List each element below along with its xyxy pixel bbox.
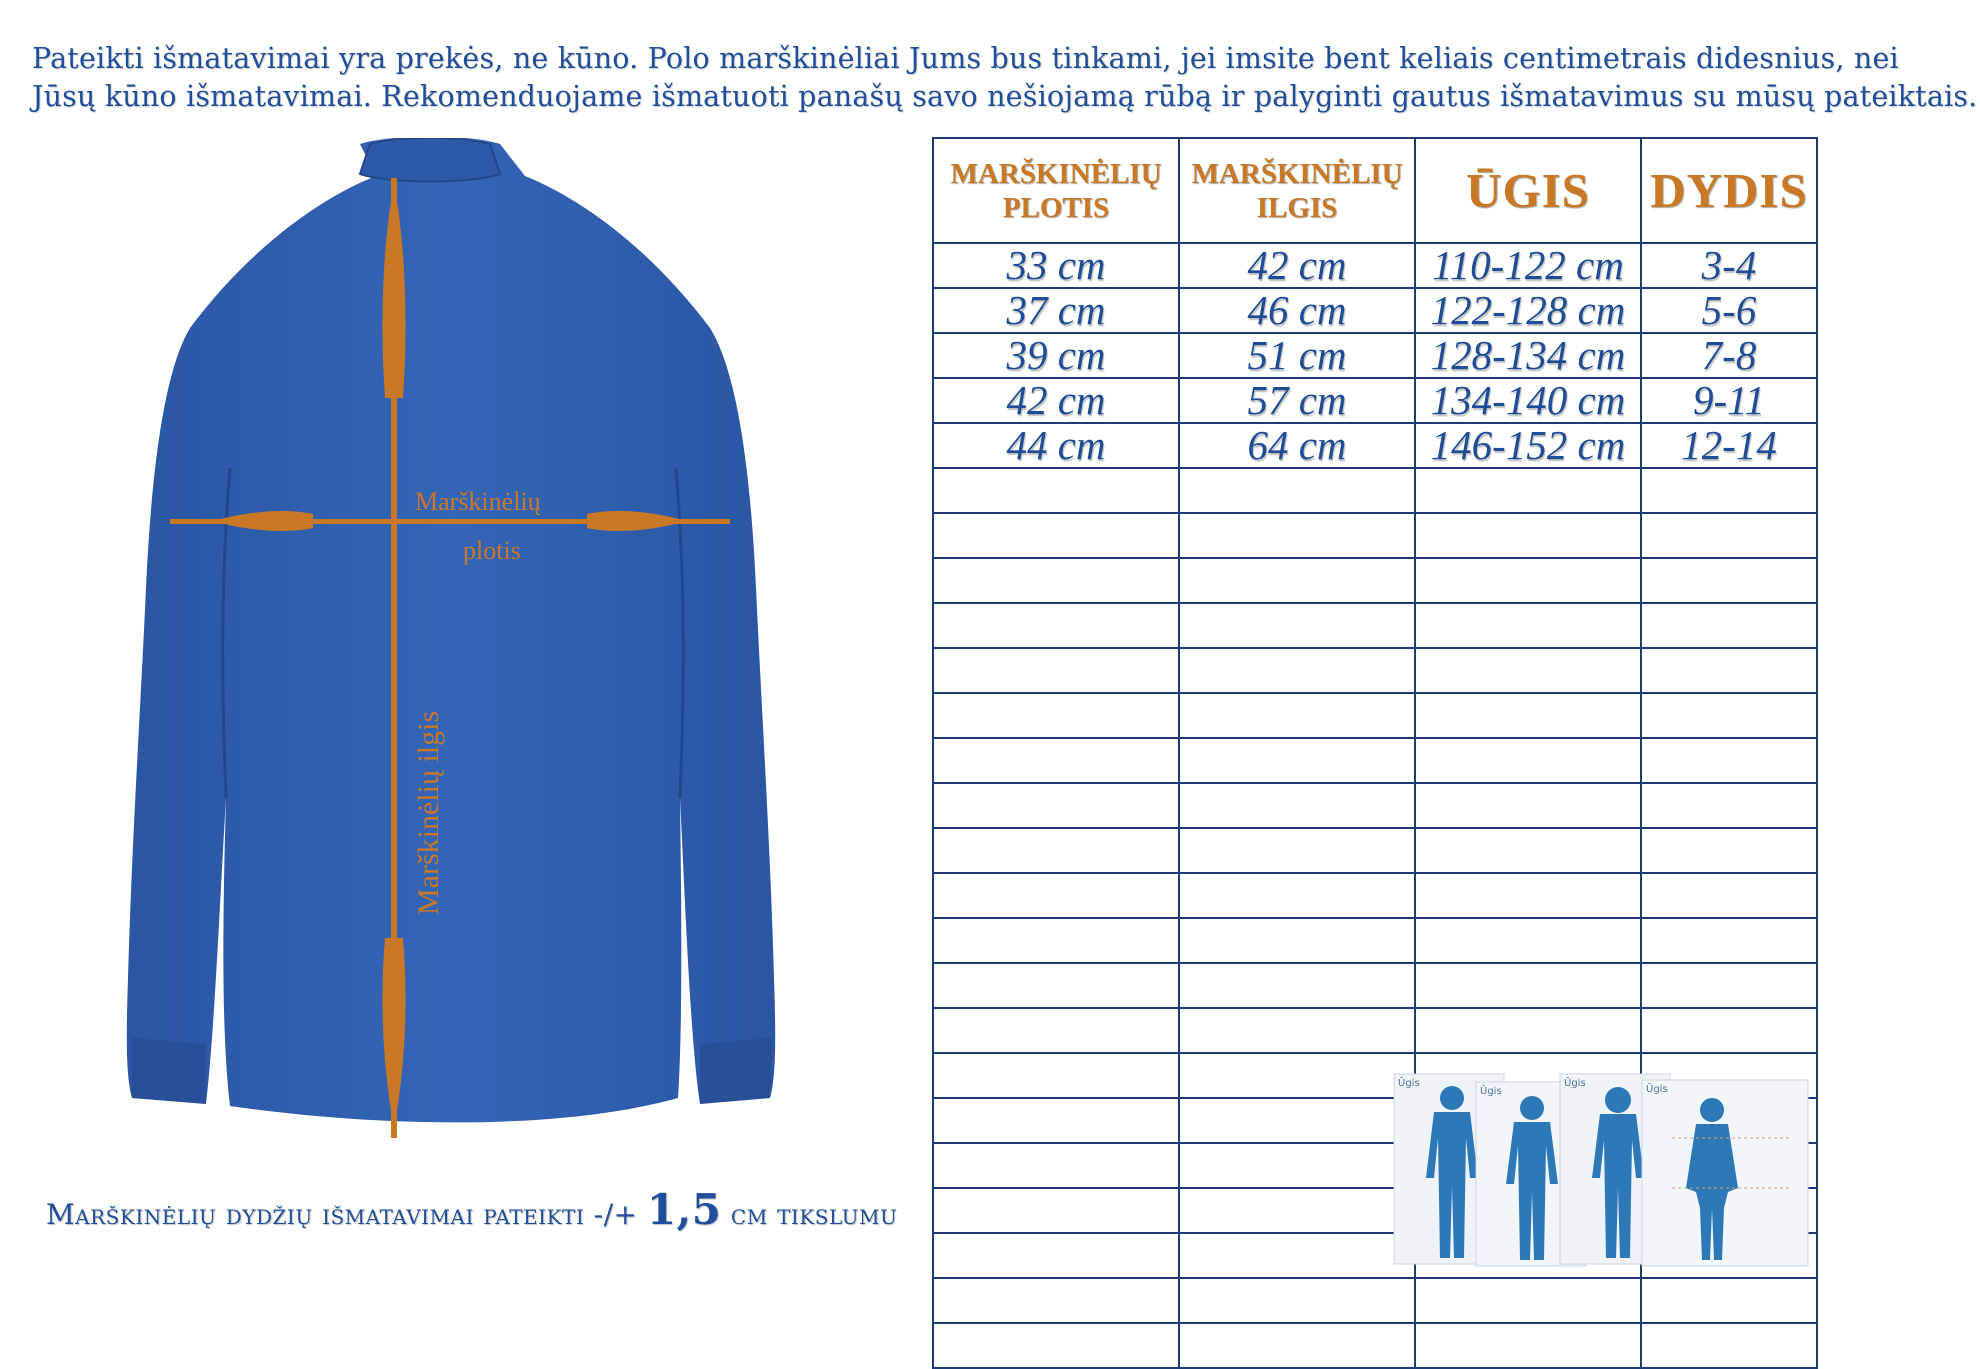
table-row (933, 603, 1817, 648)
cell-size (1641, 783, 1817, 828)
cell-width (933, 1233, 1179, 1278)
cell-height (1415, 603, 1641, 648)
cell-size (1641, 1278, 1817, 1323)
cell-height (1415, 648, 1641, 693)
table-row (933, 513, 1817, 558)
table-row (933, 918, 1817, 963)
cell-length (1179, 1233, 1415, 1278)
cell-width (933, 1098, 1179, 1143)
cell-length (1179, 1053, 1415, 1098)
cell-length (1179, 603, 1415, 648)
cell-height (1415, 963, 1641, 1008)
header-width: MARŠKINĖLIŲ PLOTIS (933, 138, 1179, 243)
cell-length (1179, 918, 1415, 963)
cell-size (1641, 693, 1817, 738)
table-row (933, 558, 1817, 603)
cell-height (1415, 1278, 1641, 1323)
table-row (933, 873, 1817, 918)
cell-length: 51 cm (1179, 333, 1415, 378)
cell-height (1415, 918, 1641, 963)
table-row (933, 963, 1817, 1008)
cell-length (1179, 1188, 1415, 1233)
cell-size (1641, 468, 1817, 513)
table-row (933, 1008, 1817, 1053)
cell-length (1179, 468, 1415, 513)
cell-width: 37 cm (933, 288, 1179, 333)
cell-length (1179, 1278, 1415, 1323)
cell-length (1179, 873, 1415, 918)
table-row (933, 1323, 1817, 1368)
cell-size (1641, 918, 1817, 963)
cell-length: 57 cm (1179, 378, 1415, 423)
cell-height: 134-140 cm (1415, 378, 1641, 423)
cell-width (933, 1008, 1179, 1053)
cell-size (1641, 513, 1817, 558)
width-label-line-2: plotis (463, 536, 521, 565)
table-row (933, 333, 1817, 378)
header-size: DYDIS (1641, 138, 1817, 243)
svg-text:Ūgis: Ūgis (1398, 1078, 1420, 1089)
cell-length: 64 cm (1179, 423, 1415, 468)
table-row (933, 738, 1817, 783)
cell-width (933, 558, 1179, 603)
svg-text:Ūgis: Ūgis (1646, 1084, 1668, 1095)
header-height: ŪGIS (1415, 138, 1641, 243)
cell-length (1179, 1008, 1415, 1053)
table-row (933, 468, 1817, 513)
cell-width (933, 603, 1179, 648)
cell-size: 5-6 (1641, 288, 1817, 333)
measurement-accuracy-note (46, 1185, 897, 1234)
cell-height (1415, 513, 1641, 558)
cell-width: 39 cm (933, 333, 1179, 378)
cell-width (933, 1143, 1179, 1188)
cell-height (1415, 873, 1641, 918)
cell-height (1415, 783, 1641, 828)
cell-size (1641, 963, 1817, 1008)
cell-width (933, 783, 1179, 828)
cell-height (1415, 693, 1641, 738)
cell-width (933, 1323, 1179, 1368)
header-length: MARŠKINĖLIŲ ILGIS (1179, 138, 1415, 243)
body-measurement-thumbnails (1392, 1068, 1812, 1268)
table-row (933, 378, 1817, 423)
cell-width: 42 cm (933, 378, 1179, 423)
cell-height: 128-134 cm (1415, 333, 1641, 378)
cell-length (1179, 513, 1415, 558)
cell-width: 33 cm (933, 243, 1179, 288)
cell-length (1179, 783, 1415, 828)
cell-width (933, 1278, 1179, 1323)
cell-length (1179, 1098, 1415, 1143)
intro-line-2: Jūsų kūno išmatavimai. Rekomenduojame išmatuoti panašų savo nešiojamą rūbą ir palyginti gautus išmatavimus su mūsų pateiktais. (32, 80, 1978, 113)
cell-size: 7-8 (1641, 333, 1817, 378)
cell-size (1641, 603, 1817, 648)
table-row (933, 288, 1817, 333)
cell-width (933, 468, 1179, 513)
thumbnail-girl-large (1642, 1080, 1808, 1266)
cell-length (1179, 558, 1415, 603)
cell-size (1641, 648, 1817, 693)
cell-length (1179, 828, 1415, 873)
cell-width (933, 648, 1179, 693)
cell-height (1415, 468, 1641, 513)
cell-length: 42 cm (1179, 243, 1415, 288)
cell-height (1415, 1323, 1641, 1368)
cell-width (933, 828, 1179, 873)
cell-length (1179, 693, 1415, 738)
table-row (933, 828, 1817, 873)
footer-prefix: Marškinėlių dydžių išmatavimai pateikti -/+ (46, 1198, 638, 1231)
cell-size (1641, 1008, 1817, 1053)
cell-length (1179, 1323, 1415, 1368)
intro-line-1: Pateikti išmatavimai yra prekės, ne kūno. Polo marškinėliai Jums bus tinkami, jei imsite bent keliais centimetrais didesnius, nei (32, 42, 1899, 75)
cell-width (933, 1053, 1179, 1098)
cell-height: 146-152 cm (1415, 423, 1641, 468)
cell-height: 110-122 cm (1415, 243, 1641, 288)
table-row (933, 423, 1817, 468)
cell-width: 44 cm (933, 423, 1179, 468)
cell-width (933, 873, 1179, 918)
cell-size (1641, 558, 1817, 603)
cell-length (1179, 648, 1415, 693)
cell-width (933, 1188, 1179, 1233)
table-row (933, 243, 1817, 288)
cell-height (1415, 828, 1641, 873)
footer-value: 1,5 (646, 1185, 722, 1234)
size-table-header-row (933, 138, 1817, 243)
cell-width (933, 738, 1179, 783)
cell-length: 46 cm (1179, 288, 1415, 333)
shirt-shape (127, 138, 775, 1122)
cell-size (1641, 1323, 1817, 1368)
cell-height (1415, 738, 1641, 783)
footer-suffix: cm tikslumu (730, 1198, 898, 1231)
intro-text (32, 40, 1978, 116)
cell-size: 12-14 (1641, 423, 1817, 468)
width-label-line-1: Marškinėlių (415, 487, 541, 516)
shirt-measurement-diagram (70, 138, 830, 1158)
table-row (933, 693, 1817, 738)
cell-length (1179, 738, 1415, 783)
cell-height: 122-128 cm (1415, 288, 1641, 333)
cell-width (933, 693, 1179, 738)
svg-text:Ūgis: Ūgis (1480, 1086, 1502, 1097)
table-row (933, 1278, 1817, 1323)
svg-text:Ūgis: Ūgis (1564, 1078, 1586, 1089)
cell-length (1179, 1143, 1415, 1188)
cell-size: 9-11 (1641, 378, 1817, 423)
length-label: Marškinėlių ilgis (412, 710, 445, 915)
cell-size (1641, 828, 1817, 873)
cell-width (933, 513, 1179, 558)
cell-width (933, 963, 1179, 1008)
table-row (933, 648, 1817, 693)
cell-length (1179, 963, 1415, 1008)
cell-height (1415, 558, 1641, 603)
cell-size (1641, 738, 1817, 783)
cell-size (1641, 873, 1817, 918)
cell-width (933, 918, 1179, 963)
cell-height (1415, 1008, 1641, 1053)
cell-size: 3-4 (1641, 243, 1817, 288)
table-row (933, 783, 1817, 828)
